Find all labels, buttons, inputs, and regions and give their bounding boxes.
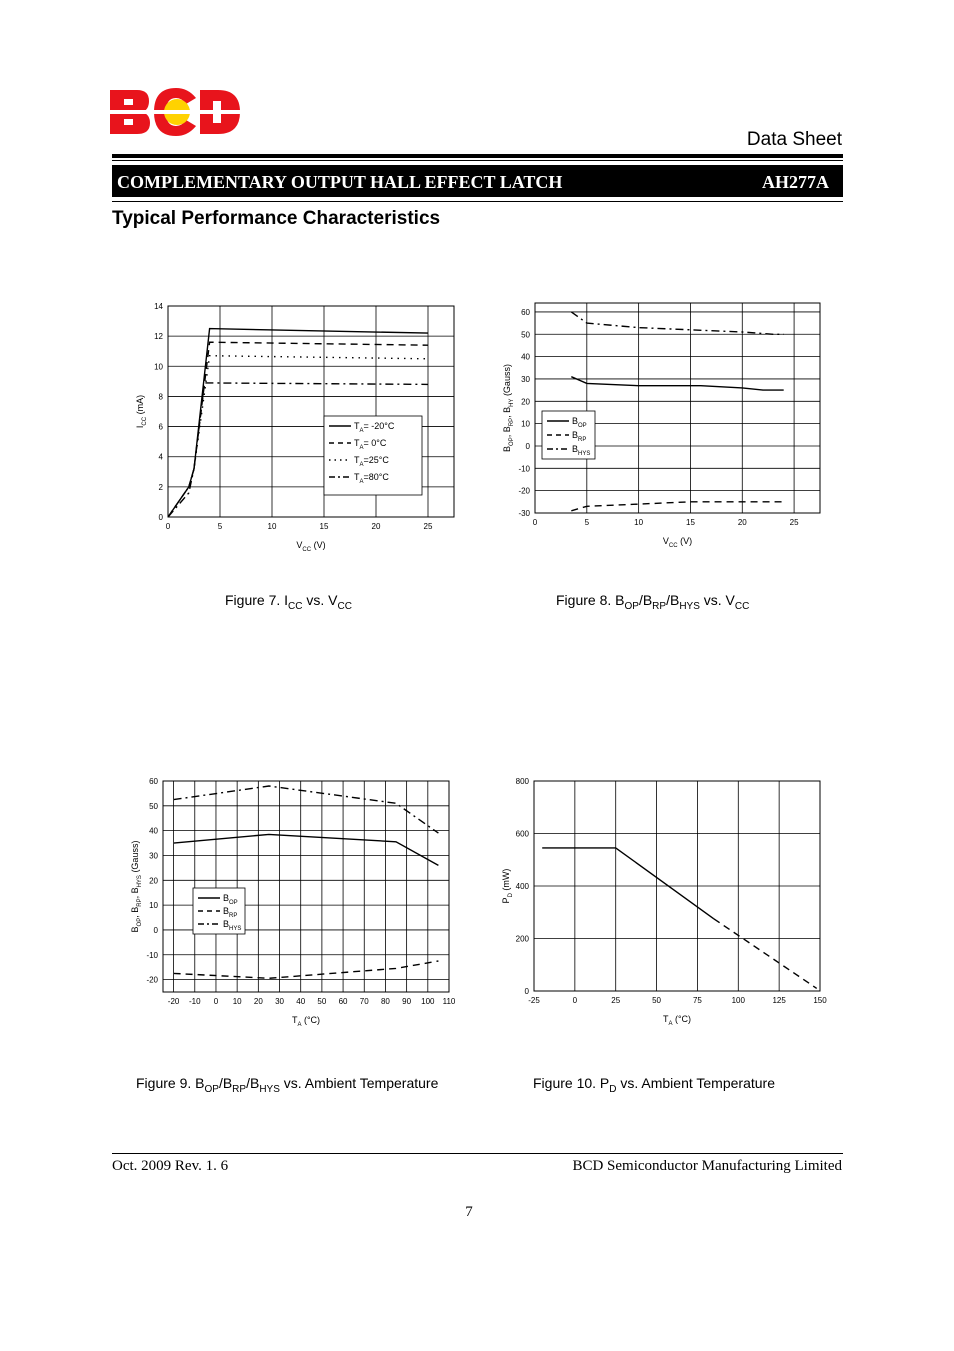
y-tick-label: 6 <box>158 422 163 432</box>
y-tick-label: -10 <box>518 464 530 474</box>
y-axis-label-main: P <box>501 897 511 904</box>
x-axis-label <box>292 1015 320 1028</box>
x-tick-label: 30 <box>275 997 284 1006</box>
y-axis-label-sub: D <box>508 893 514 898</box>
x-axis-label-unit: (°C) <box>301 1015 321 1025</box>
y-tick-label: 30 <box>521 374 530 384</box>
x-tick-label: 10 <box>232 997 242 1006</box>
y-axis-label-sub: OP <box>509 437 515 446</box>
x-axis-label-sub: CC <box>302 547 312 553</box>
x-tick-label: 60 <box>338 997 348 1006</box>
legend-label-sub: HYS <box>229 926 242 932</box>
x-tick-label: -20 <box>167 997 180 1006</box>
x-axis-label <box>663 536 692 549</box>
series-line <box>174 834 439 865</box>
y-axis-label-sub: OP <box>137 917 143 927</box>
caption-fig8-text: /B <box>666 592 680 608</box>
doc-title: COMPLEMENTARY OUTPUT HALL EFFECT LATCH <box>117 172 563 192</box>
y-tick-label: 12 <box>154 332 163 342</box>
x-tick-label: 100 <box>421 997 435 1006</box>
section-title: Typical Performance Characteristics <box>112 208 441 229</box>
x-tick-label: 150 <box>813 996 827 1005</box>
x-tick-label: 110 <box>442 997 456 1006</box>
logo-letter-d <box>200 90 240 134</box>
y-axis-label <box>135 395 148 428</box>
caption-fig7-text: Figure 7. I <box>225 592 289 608</box>
legend-label-sub: A <box>359 479 364 485</box>
x-tick-label: 75 <box>692 996 702 1005</box>
header-rule-thick <box>112 154 843 158</box>
x-tick-label: 20 <box>253 997 263 1006</box>
legend-label-rest: =25°C <box>363 455 389 465</box>
caption-fig8-sub: OP <box>624 600 639 612</box>
y-tick-label: 30 <box>149 851 158 861</box>
series-line <box>174 786 439 833</box>
y-tick-label: 10 <box>149 901 158 911</box>
legend-label-main: T <box>354 472 360 482</box>
x-tick-label: -25 <box>528 996 540 1005</box>
y-tick-label: -20 <box>518 486 530 496</box>
banner-rule <box>112 201 843 202</box>
y-tick-label: 600 <box>515 829 529 839</box>
x-axis-label-sub: CC <box>668 543 678 549</box>
legend-label-main: B <box>572 416 579 426</box>
x-tick-label: 80 <box>380 997 390 1006</box>
legend-label-sub: HYS <box>578 451 591 457</box>
caption-fig8-sub: HYS <box>679 600 700 612</box>
caption-fig9-text: /B <box>218 1075 233 1091</box>
y-tick-label: 8 <box>158 392 163 402</box>
legend-label-rest: = -20°C <box>363 421 395 431</box>
legend-label-main: T <box>354 438 360 448</box>
y-axis-label-part: , B <box>502 426 512 438</box>
x-axis-label-unit: (°C) <box>672 1014 692 1024</box>
x-axis-label-sub: A <box>297 1022 302 1028</box>
x-tick-label: 0 <box>165 522 171 531</box>
logo-letter-c <box>154 88 198 136</box>
caption-fig7-sub: CC <box>288 600 303 612</box>
x-tick-label: 15 <box>686 518 695 527</box>
x-tick-label: 20 <box>371 522 381 531</box>
chart-fig7-icc-vs-vcc <box>120 290 480 560</box>
y-axis-label-part: , B <box>130 906 140 918</box>
legend-label-main: B <box>223 893 230 903</box>
y-axis-label-part: (Gauss) <box>502 364 512 399</box>
y-axis-label-part: B <box>502 445 512 452</box>
caption-fig7-sub: CC <box>337 600 352 612</box>
x-tick-label: 100 <box>731 996 745 1005</box>
x-tick-label: 20 <box>737 518 747 527</box>
legend-label-main: B <box>572 430 579 440</box>
legend-label-rest: =80°C <box>363 472 389 482</box>
y-tick-label: 20 <box>521 397 530 407</box>
y-tick-label: -30 <box>518 509 530 518</box>
y-tick-label: 50 <box>521 330 530 340</box>
y-tick-label: 60 <box>521 307 530 317</box>
caption-fig10-text: vs. Ambient Temperature <box>616 1075 775 1091</box>
y-axis-label-sub: HYS <box>137 875 143 888</box>
legend-label-sub: OP <box>578 423 587 429</box>
caption-fig9-sub: HYS <box>259 1083 280 1095</box>
y-axis-label-unit: (mW) <box>501 868 511 894</box>
y-tick-label: 0 <box>158 513 163 522</box>
x-tick-label: 0 <box>213 997 219 1006</box>
legend-label-sub: A <box>359 428 364 434</box>
legend-label-sub: RP <box>578 437 587 443</box>
x-tick-label: 0 <box>572 996 578 1005</box>
x-tick-label: 0 <box>532 518 538 527</box>
plot-frame <box>163 781 449 992</box>
x-tick-label: 5 <box>217 522 223 531</box>
y-tick-label: -10 <box>146 950 158 960</box>
y-tick-label: 10 <box>154 362 163 372</box>
y-tick-label: 10 <box>521 419 530 429</box>
y-tick-label: 14 <box>154 302 163 311</box>
x-axis-label-unit: (V) <box>677 536 693 546</box>
x-tick-label: -10 <box>188 997 201 1006</box>
caption-fig8-text: vs. V <box>699 592 735 608</box>
y-axis-label-sub: HY <box>509 398 515 407</box>
legend-label-sub: OP <box>229 900 238 906</box>
y-tick-label: 40 <box>521 352 530 362</box>
chart-fig8-bop-brp-bhys-vs-vcc <box>490 290 840 560</box>
caption-fig8-sub: CC <box>734 600 750 612</box>
series-line <box>571 502 783 511</box>
y-tick-label: 60 <box>149 777 158 786</box>
caption-fig10 <box>533 1075 775 1095</box>
x-axis-label-main: T <box>291 1015 298 1025</box>
footer-date-revision: Oct. 2009 Rev. 1. 6 <box>112 1158 229 1174</box>
y-tick-label: 0 <box>153 925 158 935</box>
caption-fig9-sub: RP <box>232 1083 247 1095</box>
bcd-logo <box>110 88 240 136</box>
caption-fig10-sub: D <box>609 1083 617 1095</box>
y-axis-label-sub: CC <box>142 416 148 426</box>
y-tick-label: 50 <box>149 801 158 811</box>
logo-letter-b <box>110 90 150 134</box>
chart-fig9-b-vs-temperature <box>120 770 470 1040</box>
y-axis-label-sub: RP <box>509 417 515 427</box>
y-axis-label-main: I <box>135 425 145 429</box>
y-tick-label: 200 <box>515 934 529 944</box>
doc-type-label: Data Sheet <box>746 129 842 150</box>
y-axis-label-part: , B <box>502 406 512 418</box>
legend-label-main: B <box>223 906 230 916</box>
caption-fig9-text: Figure 9. B <box>136 1075 205 1091</box>
x-tick-label: 40 <box>296 997 306 1006</box>
title-banner <box>112 165 843 197</box>
x-tick-label: 50 <box>317 997 327 1006</box>
legend-label-main: B <box>223 919 230 929</box>
caption-fig9-sub: OP <box>204 1083 219 1095</box>
chart-fig10-pd-vs-temperature <box>480 770 840 1040</box>
x-tick-label: 90 <box>402 997 412 1006</box>
y-tick-label: 0 <box>524 987 529 996</box>
caption-fig8-sub: RP <box>652 600 667 612</box>
caption-fig7 <box>225 592 352 612</box>
x-axis-label <box>663 1014 691 1027</box>
x-axis-label-main: T <box>662 1014 669 1024</box>
x-axis-label-main: V <box>662 536 669 546</box>
footer-rule <box>112 1153 843 1154</box>
x-tick-label: 25 <box>611 996 621 1005</box>
x-tick-label: 15 <box>319 522 329 531</box>
caption-fig7-text: vs. V <box>302 592 338 608</box>
legend-label-rest: = 0°C <box>363 438 387 448</box>
legend-label-sub: RP <box>229 913 238 919</box>
y-axis-label <box>130 841 143 933</box>
footer-company: BCD Semiconductor Manufacturing Limited <box>572 1158 842 1174</box>
y-axis-label-unit: (mA) <box>135 394 145 417</box>
y-axis-label-part: , B <box>130 887 140 899</box>
y-tick-label: -20 <box>146 975 158 985</box>
caption-fig8 <box>556 592 749 612</box>
y-axis-label-part: B <box>130 926 140 933</box>
y-tick-label: 40 <box>149 826 158 836</box>
x-axis-label <box>296 540 325 553</box>
caption-fig9-text: vs. Ambient Temperature <box>279 1075 439 1091</box>
x-tick-label: 25 <box>789 518 799 527</box>
series-line <box>542 848 714 919</box>
y-axis-label-sub: RP <box>137 898 143 907</box>
caption-fig8-text: /B <box>638 592 653 608</box>
y-axis-label <box>502 364 515 452</box>
legend-label-sub: A <box>359 445 364 451</box>
x-tick-label: 10 <box>267 522 277 531</box>
y-tick-label: 4 <box>158 452 163 462</box>
legend-label-main: T <box>354 455 360 465</box>
caption-fig9 <box>136 1075 438 1095</box>
legend-label-main: T <box>354 421 360 431</box>
caption-fig8-text: Figure 8. B <box>556 592 625 608</box>
x-axis-label-main: V <box>296 540 303 550</box>
legend-label-sub: A <box>359 462 364 468</box>
x-tick-label: 50 <box>652 996 662 1005</box>
y-tick-label: 0 <box>525 441 530 451</box>
y-axis-label <box>501 869 514 904</box>
x-tick-label: 25 <box>423 522 433 531</box>
x-tick-label: 70 <box>359 997 369 1006</box>
y-tick-label: 400 <box>515 882 529 891</box>
caption-fig9-text: /B <box>246 1075 260 1091</box>
x-axis-label-unit: (V) <box>311 540 326 550</box>
x-tick-label: 5 <box>584 518 590 527</box>
y-tick-label: 20 <box>149 876 158 886</box>
series-line <box>571 312 783 334</box>
caption-fig10-text: Figure 10. P <box>533 1075 610 1091</box>
x-tick-label: 10 <box>634 518 644 527</box>
legend-label-main: B <box>572 444 579 454</box>
x-axis-label-sub: A <box>668 1021 673 1027</box>
y-tick-label: 2 <box>158 482 163 492</box>
y-tick-label: 800 <box>515 777 529 786</box>
part-number: AH277A <box>762 172 829 192</box>
header-rule-thin <box>112 160 843 161</box>
page-number: 7 <box>465 1204 473 1220</box>
y-axis-label-part: (Gauss) <box>130 840 140 876</box>
series-line <box>174 961 439 978</box>
series-line <box>714 919 817 989</box>
x-tick-label: 125 <box>772 996 786 1005</box>
